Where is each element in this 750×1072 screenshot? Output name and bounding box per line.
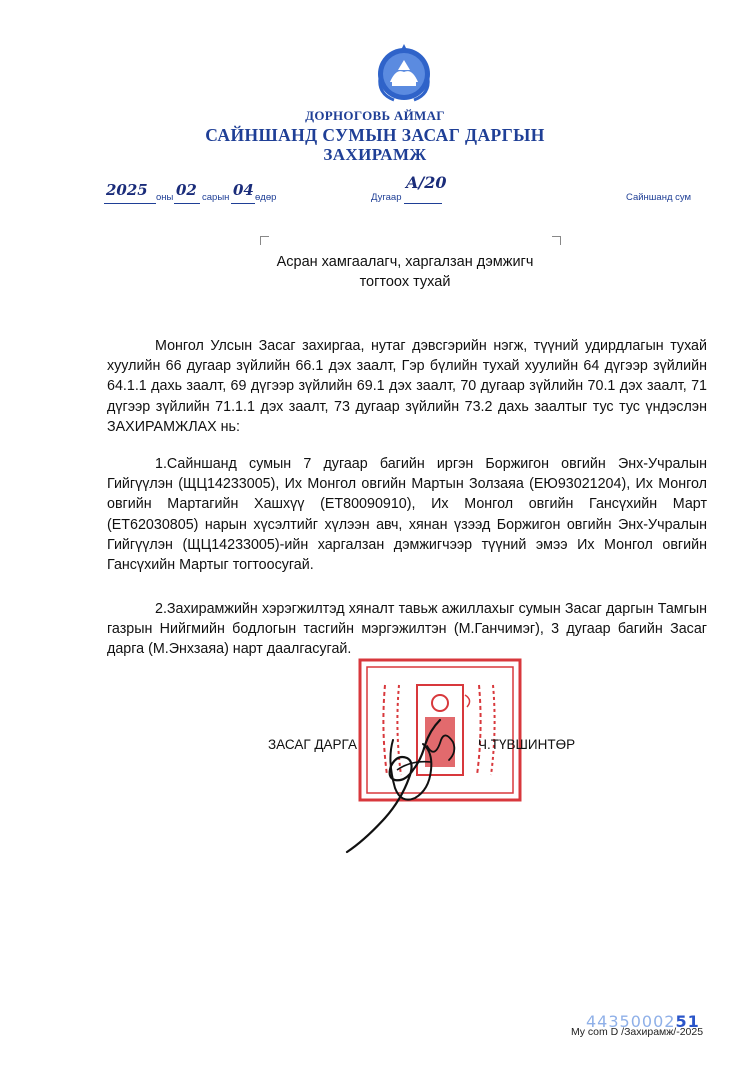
header-doc-type: ЗАХИРАМЖ [323, 145, 427, 164]
serial-bold: 51 [675, 1012, 700, 1031]
footer-reference: My com D /Захирамж/-2025 [571, 1026, 704, 1038]
document-number: A/20 [406, 173, 447, 192]
header-office: САЙНШАНД СУМЫН ЗАСАГ ДАРГЫН [205, 125, 545, 145]
handwritten-signature-icon [335, 700, 475, 860]
number-label: Дугаар [371, 192, 402, 203]
corner-mark-right [552, 236, 561, 245]
body-item-1: 1.Сайншанд сумын 7 дугаар багийн иргэн Боржигон овгийн Энх-Учралын Гийгүүлэн (ЩЦ14233005), Их Монгол овгийн Мартын Золзаяа (ЕЮ93021204), Их Монгол овгийн Мартагийн Хашхүү (ЕТ80090910), Их Монгол овгийн Гансүхийн Март (ЕТ62030805) нарын хүсэлтийг хүлээн авч, хянан үзээд Боржигон овгийн Энх-Учралын Гийгүүлэн (ЩЦ14233005)-ийн харгалзан дэмжигчээр түүний эмээ Их Монгол овгийн Гансүхийн Мартыг тогтоосугай. [107, 456, 707, 574]
signatory-title: ЗАСАГ ДАРГА [268, 737, 357, 752]
place-label: Сайншанд сум [626, 192, 692, 203]
serial-faint: 44350002 [586, 1012, 676, 1031]
date-row [0, 173, 750, 207]
signatory-name: Ч.ТҮВШИНТӨР [478, 737, 576, 752]
body-item-2: 2.Захирамжийн хэрэгжилтэд хяналт тавьж ажиллахыг сумын Засаг даргын Тамгын газрын Нийгмийн бодлогын тасгийн мэргэжилтэн (М.Ганчимэг), 3 дугаар багийн Засаг дарга (М.Энхзаяа) нарт даалгасугай. [107, 601, 707, 658]
date-day-label: өдөр [255, 192, 277, 203]
date-day: 04 [233, 181, 254, 199]
state-emblem-icon [370, 38, 438, 106]
subject-line-2: тогтоох тухай [359, 274, 451, 290]
date-month-label: сарын [202, 192, 230, 203]
date-month: 02 [176, 181, 197, 199]
date-year: 2025 [106, 181, 148, 199]
corner-mark-left [260, 236, 269, 245]
subject-line-1: Асран хамгаалагч, харгалзан дэмжигч [276, 254, 534, 270]
header-aimag: ДОРНОГОВЬ АЙМАГ [305, 108, 445, 123]
body-intro: Монгол Улсын Засаг захиргаа, нутаг дэвсгэрийн нэгж, түүний удирдлагын тухай хуулийн 66 дугаар зүйлийн 66.1 дэх заалт, Гэр бүлийн тухай хуулийн 64 дүгээр зүйлийн 64.1.1 дахь заалт, 69 дүгээр зүйлийн 69.1 дэх заалт, 70 дугаар зүйлийн 70.1 дэх заалт, 71 дүгээр зүйлийн 71.1.1 дэх заалт, 73 дугаар зүйлийн 73.2 дахь заалтыг тус тус үндэслэн ЗАХИРАМЖЛАХ нь: [107, 338, 707, 435]
date-year-label: оны [156, 192, 174, 203]
